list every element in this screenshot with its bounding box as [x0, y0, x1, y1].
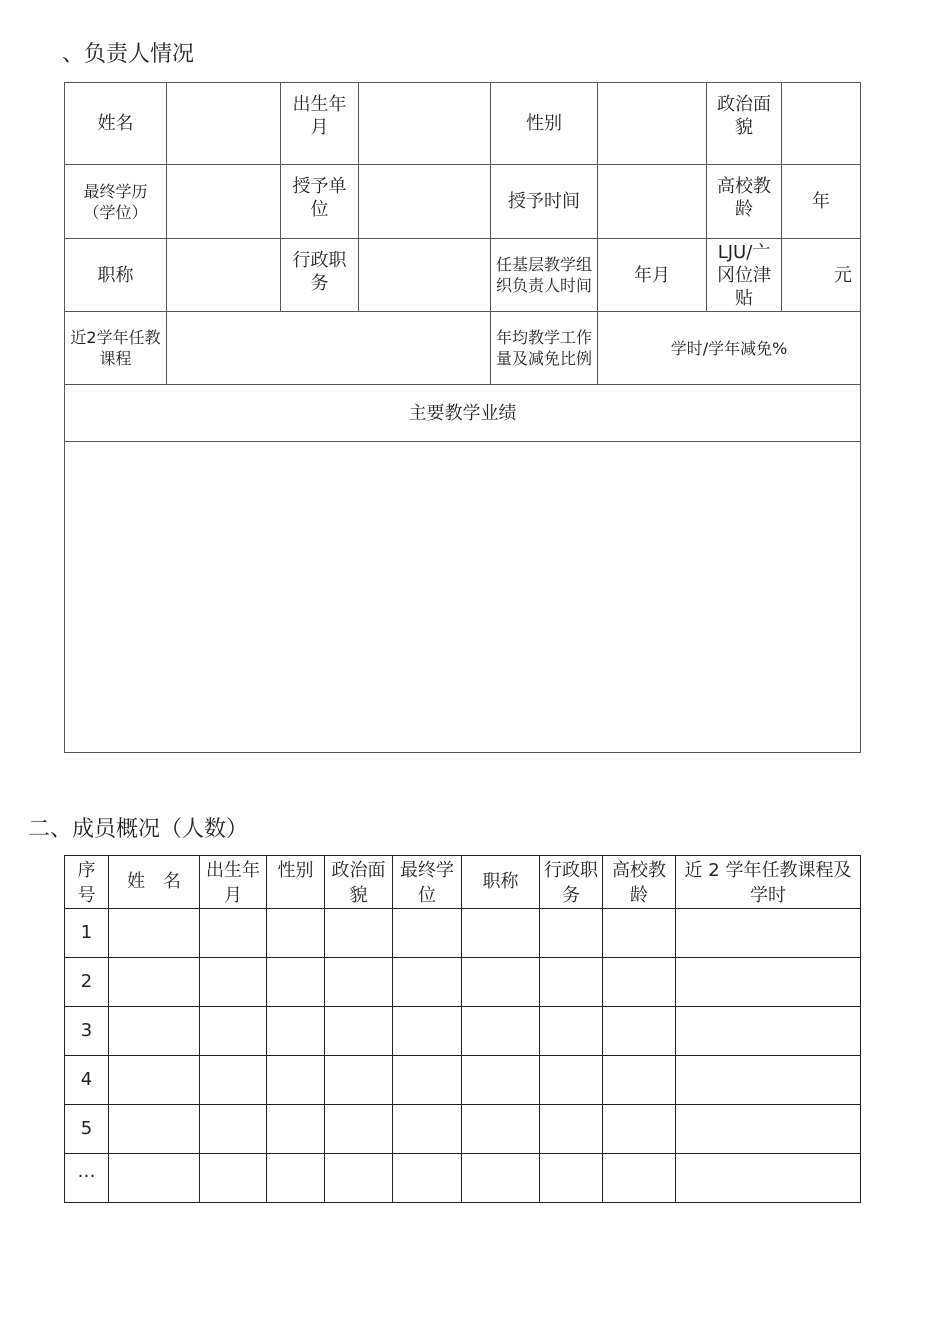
cell[interactable] [325, 1056, 393, 1105]
cell[interactable] [325, 958, 393, 1007]
cell[interactable] [393, 1105, 462, 1154]
cell[interactable] [676, 1007, 861, 1056]
cell[interactable] [603, 1154, 676, 1203]
cell[interactable] [676, 1105, 861, 1154]
cell[interactable] [267, 1105, 325, 1154]
achievements-area[interactable] [65, 442, 861, 753]
members-table [64, 855, 861, 1203]
label-grant-time: 授予时间 [491, 165, 598, 239]
cell[interactable] [109, 1154, 200, 1203]
table-row [65, 1056, 861, 1105]
row-index: 5 [65, 1105, 109, 1154]
cell[interactable] [200, 909, 267, 958]
cell[interactable] [540, 1056, 603, 1105]
input-political[interactable] [782, 83, 861, 165]
cell[interactable] [393, 1056, 462, 1105]
leader-info-table [64, 82, 861, 753]
cell[interactable] [200, 1056, 267, 1105]
label-grant-unit: 授予单位 [281, 165, 359, 239]
cell[interactable] [603, 958, 676, 1007]
header-teaching-years: 高校教龄 [603, 856, 676, 909]
table-row [65, 958, 861, 1007]
achievements-header: 主要教学业绩 [65, 385, 861, 442]
cell[interactable] [603, 1105, 676, 1154]
teaching-years-unit[interactable]: 年 [782, 165, 861, 239]
label-name: 姓名 [65, 83, 167, 165]
input-title[interactable] [167, 239, 281, 312]
cell[interactable] [200, 1105, 267, 1154]
cell[interactable] [109, 958, 200, 1007]
cell[interactable] [462, 909, 540, 958]
cell[interactable] [462, 958, 540, 1007]
cell[interactable] [462, 1007, 540, 1056]
input-admin-post[interactable] [359, 239, 491, 312]
cell[interactable] [200, 1007, 267, 1056]
cell[interactable] [540, 1105, 603, 1154]
table-row [65, 1105, 861, 1154]
cell[interactable] [200, 1154, 267, 1203]
cell[interactable] [676, 958, 861, 1007]
cell[interactable] [267, 958, 325, 1007]
header-degree: 最终学位 [393, 856, 462, 909]
header-gender: 性别 [267, 856, 325, 909]
label-leader-time: 任基层教学组织负责人时间 [491, 239, 598, 312]
cell[interactable] [393, 958, 462, 1007]
cell[interactable] [325, 909, 393, 958]
workload-value[interactable]: 学时/学年减免% [598, 312, 861, 385]
input-birth[interactable] [359, 83, 491, 165]
header-title: 职称 [462, 856, 540, 909]
cell[interactable] [676, 1154, 861, 1203]
cell[interactable] [540, 1154, 603, 1203]
cell[interactable] [393, 1154, 462, 1203]
header-name: 姓 名 [109, 856, 200, 909]
label-political: 政治面貌 [707, 83, 782, 165]
cell[interactable] [540, 958, 603, 1007]
input-education[interactable] [167, 165, 281, 239]
cell[interactable] [676, 1056, 861, 1105]
label-teaching-years: 高校教龄 [707, 165, 782, 239]
cell[interactable] [325, 1105, 393, 1154]
leader-time-value[interactable]: 年月 [598, 239, 707, 312]
row-index: … [65, 1154, 109, 1203]
cell[interactable] [603, 1056, 676, 1105]
cell[interactable] [267, 1154, 325, 1203]
cell[interactable] [676, 909, 861, 958]
cell[interactable] [267, 1056, 325, 1105]
cell[interactable] [109, 1105, 200, 1154]
cell[interactable] [109, 1056, 200, 1105]
header-index: 序号 [65, 856, 109, 909]
cell[interactable] [267, 1007, 325, 1056]
cell[interactable] [462, 1105, 540, 1154]
cell[interactable] [603, 909, 676, 958]
header-admin-post: 行政职务 [540, 856, 603, 909]
table-row [65, 909, 861, 958]
cell[interactable] [325, 1154, 393, 1203]
allowance-unit[interactable]: 元 [782, 239, 861, 312]
cell[interactable] [200, 958, 267, 1007]
label-education: 最终学历（学位） [65, 165, 167, 239]
cell[interactable] [325, 1007, 393, 1056]
cell[interactable] [540, 1007, 603, 1056]
header-political: 政治面貌 [325, 856, 393, 909]
table-row [65, 1154, 861, 1203]
cell[interactable] [393, 909, 462, 958]
cell[interactable] [109, 909, 200, 958]
label-courses: 近2学年任教课程 [65, 312, 167, 385]
input-gender[interactable] [598, 83, 707, 165]
label-workload: 年均教学工作量及减免比例 [491, 312, 598, 385]
row-index: 4 [65, 1056, 109, 1105]
input-grant-time[interactable] [598, 165, 707, 239]
label-gender: 性别 [491, 83, 598, 165]
section1-title: 、负责人情况 [62, 42, 195, 67]
cell[interactable] [393, 1007, 462, 1056]
label-allowance: LJU/亠冈位津贴 [707, 239, 782, 312]
cell[interactable] [109, 1007, 200, 1056]
row-index: 1 [65, 909, 109, 958]
row-index: 2 [65, 958, 109, 1007]
cell[interactable] [462, 1154, 540, 1203]
cell[interactable] [603, 1007, 676, 1056]
cell[interactable] [462, 1056, 540, 1105]
section2-title: 二、成员概况（人数） [28, 817, 249, 842]
input-name[interactable] [167, 83, 281, 165]
input-courses[interactable] [167, 312, 491, 385]
cell[interactable] [267, 909, 325, 958]
table-row [65, 1007, 861, 1056]
label-admin-post: 行政职务 [281, 239, 359, 312]
header-courses-hours: 近 2 学年任教课程及学时 [676, 856, 861, 909]
cell[interactable] [540, 909, 603, 958]
label-title: 职称 [65, 239, 167, 312]
header-birth: 出生年月 [200, 856, 267, 909]
row-index: 3 [65, 1007, 109, 1056]
input-grant-unit[interactable] [359, 165, 491, 239]
label-birth: 出生年月 [281, 83, 359, 165]
